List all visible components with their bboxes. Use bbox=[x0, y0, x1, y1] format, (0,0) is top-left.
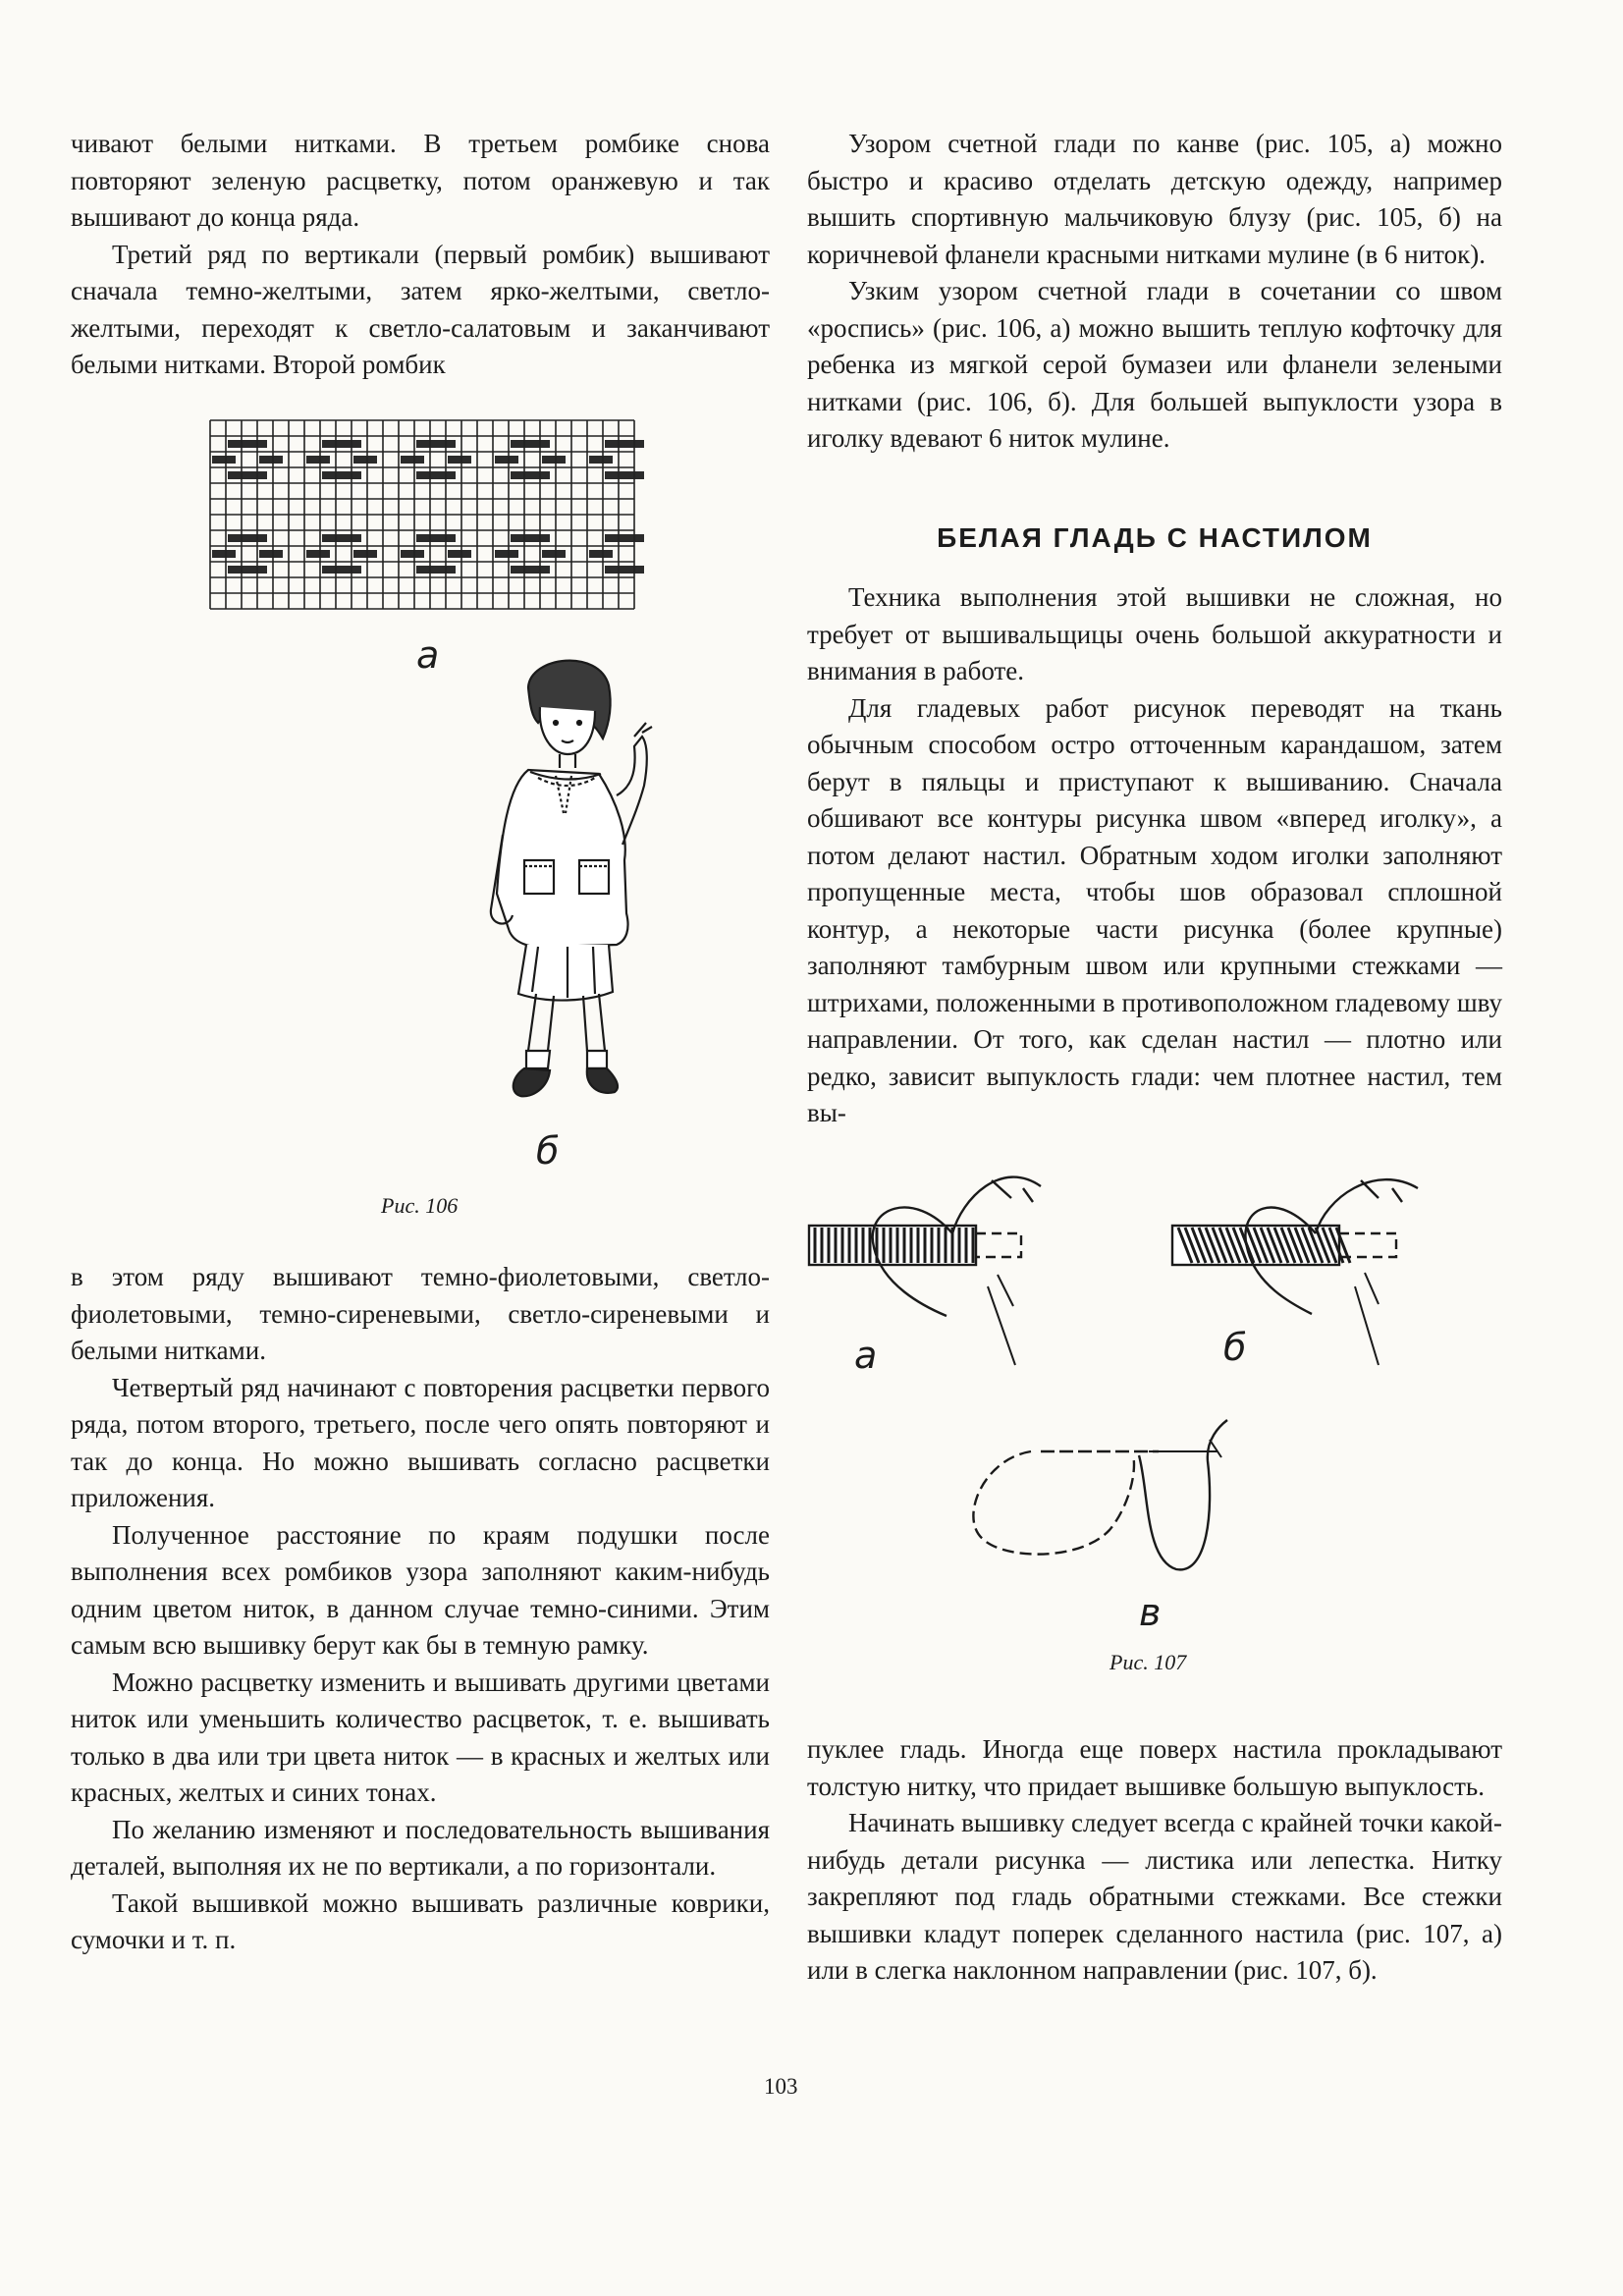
grid-stitch bbox=[243, 471, 267, 479]
right-column-mid-text bbox=[807, 579, 1502, 1132]
paragraph: Узким узором счетной глади в сочетании со швом «роспись» (рис. 106, а) можно вышить теплую кофточку для ребенка из мягкой серой бумазеи или фланели зелеными нитками (рис. 106, б). Для большей выпуклости узора в иголку вдевают 6 ниток мулине. bbox=[807, 276, 1502, 453]
paragraph: По желанию изменяют и последовательность вышивания деталей, выполняя их не по вертикали, а по горизонтали. bbox=[71, 1814, 770, 1881]
paragraph: Полученное расстояние по краям подушки после выполнения всех ромбиков узора заполняют каким-нибудь одним цветом ниток, в данном случае темно-синими. Этим самым всю вышивку берут как бы в темную рамку. bbox=[71, 1519, 770, 1660]
paragraph: Третий ряд по вертикали (первый ромбик) вышивают сначала темно-желтыми, затем ярко-желтыми, светло-желтыми, переходят к светло-салатовым и заканчивают белыми нитками. Второй ромбик bbox=[71, 239, 770, 379]
paragraph: Четвертый ряд начинают с повторения расцветки первого ряда, потом второго, третьего, после чего опять повторяют и так до конца. Но можно вышивать согласно расцветки приложения. bbox=[71, 1372, 770, 1512]
grid-stitch bbox=[432, 566, 456, 574]
grid-stitch bbox=[432, 471, 456, 479]
grid-stitch bbox=[526, 566, 550, 574]
grid-stitch bbox=[212, 456, 236, 464]
left-column-bottom-text bbox=[71, 1259, 770, 1959]
figure-106-caption: Рис. 106 bbox=[381, 1193, 459, 1218]
grid-stitch bbox=[243, 534, 267, 542]
figure-107v-label: в bbox=[1139, 1591, 1162, 1634]
paragraph: Можно расцветку изменить и вышивать другими цветами ниток или уменьшить количество расцветок, т. е. вышивать только в два или три цвета ниток — в красных и желтых или красных, желтых и синих тонах. bbox=[71, 1667, 770, 1807]
grid-stitch bbox=[306, 456, 330, 464]
grid-stitch bbox=[338, 534, 361, 542]
grid-stitch bbox=[243, 440, 267, 448]
paragraph: чивают белыми нитками. В третьем ромбике снова повторяют зеленую расцветку, потом оранжевую и так вышивают до конца ряда. bbox=[71, 129, 770, 232]
paragraph: Техника выполнения этой вышивки не сложная, но требует от вышивальщицы очень большой аккуратности и внимания в работе. bbox=[807, 582, 1502, 685]
grid-stitch bbox=[401, 456, 424, 464]
grid-stitch bbox=[448, 550, 471, 558]
grid-stitch bbox=[338, 471, 361, 479]
paragraph: Такой вышивкой можно вышивать различные коврики, сумочки и т. п. bbox=[71, 1887, 770, 1954]
grid-stitch bbox=[621, 440, 644, 448]
grid-stitch bbox=[526, 440, 550, 448]
paragraph: Для гладевых работ рисунок переводят на ткань обычным способом остро отточенным карандашом, затем берут в пяльцы и приступают к вышиванию. Сначала обшивают все контуры рисунка швом «вперед иголку», а потом делают настил. Обратным ходом иголки заполняют пропущенные места, чтобы шов образовал сплошной контур, а некоторые части рисунка (более крупные) заполняют тамбурным швом или крупными стежками — штрихами, положенными в противоположном гладевому шву направлении. От того, как сделан настил — плотно или редко, зависит выпуклость глади: чем плотнее настил, тем вы- bbox=[807, 692, 1502, 1127]
figure-107b-label: б bbox=[1223, 1326, 1247, 1369]
paragraph: пуклее гладь. Иногда еще поверх настила прокладывают толстую нитку, что придает вышивке большую выпуклость. bbox=[807, 1734, 1502, 1801]
figure-107b-slanted-stitch bbox=[1168, 1169, 1424, 1365]
figure-107v-running-stitch bbox=[962, 1412, 1257, 1609]
grid-stitch bbox=[353, 456, 377, 464]
grid-stitch bbox=[259, 550, 283, 558]
grid-stitch bbox=[243, 566, 267, 574]
grid-stitch bbox=[621, 471, 644, 479]
figure-106b-girl-illustration bbox=[469, 638, 666, 1110]
grid-stitch bbox=[432, 440, 456, 448]
figure-106a-grid-pattern bbox=[208, 418, 640, 630]
figure-106b-label: б bbox=[536, 1129, 560, 1173]
figure-107a-label: а bbox=[854, 1334, 878, 1377]
right-column-bottom-text bbox=[807, 1731, 1502, 1990]
right-column-top-text bbox=[807, 126, 1502, 458]
grid-stitch bbox=[401, 550, 424, 558]
grid-stitch bbox=[259, 456, 283, 464]
grid-stitch bbox=[495, 550, 518, 558]
left-column-top-text bbox=[71, 126, 770, 384]
grid-stitch bbox=[589, 456, 613, 464]
paragraph: в этом ряду вышивают темно-фиолетовыми, светло-фиолетовыми, темно-сиреневыми, светло-сиреневыми и белыми нитками. bbox=[71, 1262, 770, 1365]
page-number: 103 bbox=[764, 2074, 798, 2099]
grid-stitch bbox=[526, 471, 550, 479]
section-heading: БЕЛАЯ ГЛАДЬ С НАСТИЛОМ bbox=[937, 522, 1373, 553]
grid-stitch bbox=[542, 456, 566, 464]
figure-107a-satin-stitch bbox=[805, 1169, 1060, 1365]
grid-stitch bbox=[448, 456, 471, 464]
grid-stitch bbox=[621, 566, 644, 574]
grid-stitch bbox=[432, 534, 456, 542]
grid-stitch bbox=[589, 550, 613, 558]
grid-stitch bbox=[542, 550, 566, 558]
figure-106a-label: а bbox=[416, 633, 440, 677]
grid-stitch bbox=[526, 534, 550, 542]
grid-stitch bbox=[338, 440, 361, 448]
figure-107-caption: Рис. 107 bbox=[1109, 1650, 1187, 1674]
paragraph: Начинать вышивку следует всегда с крайней точки какой-нибудь детали рисунка — листика или лепестка. Нитку закрепляют под гладь обратными стежками. Все стежки вышивки кладут поперек сделанного настила (рис. 107, а) или в слегка наклонном направлении (рис. 107, б). bbox=[807, 1808, 1502, 1985]
grid-stitch bbox=[353, 550, 377, 558]
grid-stitch bbox=[621, 534, 644, 542]
grid-stitch bbox=[495, 456, 518, 464]
grid-stitch bbox=[306, 550, 330, 558]
grid-stitch bbox=[212, 550, 236, 558]
paragraph: Узором счетной глади по канве (рис. 105, а) можно быстро и красиво отделать детскую одежду, например вышить спортивную мальчиковую блузу (рис. 105, б) на коричневой фланели красными нитками мулине (в 6 ниток). bbox=[807, 129, 1502, 269]
grid-stitch bbox=[338, 566, 361, 574]
